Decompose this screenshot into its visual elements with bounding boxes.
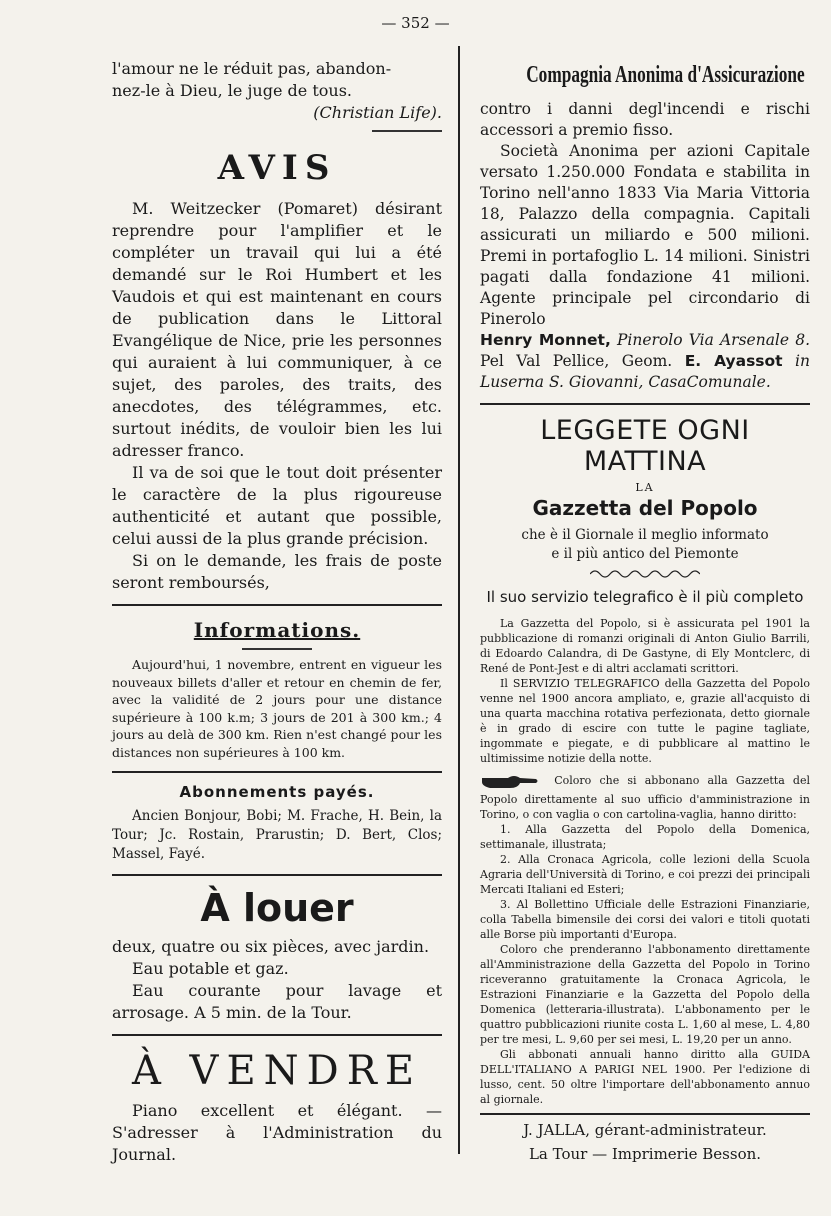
gazzetta-paragraph-5: Gli abbonati annuali hanno diritto alla GUIDA DELL'ITALIANO A PARIGI NEL 1900. Per l'edizione di lusso, cent. 50 oltre l'importare dell'abbonamento annuo al giornale. [480,1048,810,1106]
gazzetta-list-3: 3. Al Bollettino Ufficiale delle Estrazioni Finanziarie, colla Tabella bimensile dei corsi dei valori e titoli quotati alle Borse più importanti d'Europa. [480,898,810,941]
gazzetta-list-2: 2. Alla Cronaca Agricola, colle lezioni della Scuola Agraria dell'Università di Torino, e coi prezzi dei principali Mercati Italiani ed Esteri; [480,853,810,896]
section-rule [112,604,442,606]
gazzetta-paragraph-1: La Gazzetta del Popolo, si è assicurata pel 1901 la pubblicazione di romanzi originali di Anton Giulio Barrili, di Edoardo Calandra, di De Gastyne, di Ely Montclerc, di René de Pont-Jest e di altri acclamati scrittori. [480,617,810,675]
abonnements-title: Abonnements payés. [179,783,375,801]
louer-line-2: Eau potable et gaz. [132,959,289,978]
page-number: — 352 — [381,14,450,32]
avis-title: AVIS [217,148,337,188]
gazzetta-paragraph-2: Il SERVIZIO TELEGRAFICO della Gazzetta del Popolo venne nel 1900 ancora ampliato, e, grazie all'acquisto di una quarta macchina rotativa perfezionata, detto giornale è in grado di escire con tutte le pagine tagliate, ingommate e piegate, e di pubblicare al mattino le ultimissime notizie della notte. [480,677,810,765]
printer-line: La Tour — Imprimerie Besson. [528,1145,762,1163]
la-label: LA [635,481,655,494]
section-rule [112,771,442,773]
informations-title: Informations. [193,618,361,642]
wavy-ornament [590,568,700,580]
company-text-1: contro i danni degl'incendi e rischi accessori a premio fisso. [480,100,810,139]
agent-1: Henry Monnet, [480,331,611,349]
signature: J. JALLA, gérant-administrateur. [523,1121,767,1139]
section-rule [112,874,442,876]
intro-line-2: nez-le à Dieu, le juge de tous. [112,81,352,100]
short-rule [242,648,312,650]
avis-paragraph-2: Il va de soi que le tout doit présenter le caractère de la plus rigoureuse authenticité et autant que possible, celui aussi de la plus grande précision. [112,463,442,548]
company-text-2: Società Anonima per azioni Capitale versato 1.250.000 Fondata e stabilita in Torino nell'anno 1833 Via Maria Vittoria 18, Palazzo della compagnia. Capitali assicurati un miliardo e 500 milioni. Premi in portafoglio L. 14 milioni. Sinistri pagati dalla fondazione 41 milioni. Agente principale pel circondario di Pinerolo [480,142,810,328]
agent-2: E. Ayassot [684,352,783,370]
louer-text: deux, quatre ou six pièces, avec jardin. [112,937,430,956]
gazzetta-subtitle-2: e il più antico del Piemonte [551,546,739,562]
short-rule [372,130,442,132]
informations-text: Aujourd'hui, 1 novembre, entrent en vigueur les nouveaux billets d'aller et retour en chemin de fer, avec la validité de 2 jours pour une distance supérieure à 100 k.m; 3 jours de 201 à 300 km.; 4 jours au delà de 300 km. Rien n'est changé pour les distances non supérieures à 100 km. [112,657,442,760]
intro-source: (Christian Life). [313,103,442,122]
intro-line-1: l'amour ne le réduit pas, abandon- [112,59,392,78]
gazzetta-paragraph-3: Coloro che si abbonano alla Gazzetta del Popolo direttamente al suo ufficio d'amministrazione in Torino, o con vaglia o con cartolina-vaglia, hanno diritto: [480,774,811,821]
gazzetta-title: Gazzetta del Popolo [532,496,758,520]
leggete-heading: LEGGETE OGNI MATTINA [540,415,750,477]
louer-title: À louer [200,886,354,930]
section-rule [480,1113,810,1115]
section-rule [112,1034,442,1036]
pel-text: Pel Val Pellice, Geom. [480,352,673,370]
section-rule [480,403,810,405]
left-column [112,58,442,1166]
gazzetta-subtitle-1: che è il Giornale il meglio informato [521,527,769,543]
company-title: Compagnia Anonima d'Assicurazione [526,62,805,88]
gazzetta-paragraph-4: Coloro che prenderanno l'abbonamento direttamente all'Amministrazione della Gazzetta del Popolo in Torino riceveranno gratuitamente la Cronaca Agricola, le Estrazioni Finanziarie e la Gazzetta del Popolo della Domenica (letteraria-illustrata). L'abbonamento per le quattro pubblicazioni riunite costa L. 1,60 al mese, L. 4,80 per tre mesi, L. 9,60 per sei mesi, L. 19,20 per un anno. [480,943,810,1046]
column-divider [458,46,460,1154]
vendre-text: Piano excellent et élégant. — S'adresser à l'Administration du Journal. [112,1101,442,1164]
avis-paragraph-1: M. Weitzecker (Pomaret) désirant reprendre pour l'amplifier et le compléter un travail qui lui a été demandé sur le Roi Humbert et les Vaudois et qui est maintenant en cours de publication dans le Littoral Evangélique de Nice, prie les personnes qui auraient à lui communiquer, à ce sujet, des paroles, des traits, des anecdotes, des télégrammes, etc. surtout inédits, de vouloir bien les lui adresser franco. [112,199,442,460]
servizio-heading: Il suo servizio telegrafico è il più completo [486,588,804,606]
vendre-title: À VENDRE [131,1048,423,1094]
avis-paragraph-3: Si on le demande, les frais de poste seront remboursés, [112,551,442,592]
right-column [480,58,810,1163]
pointing-hand-icon [480,770,540,792]
agent-1-address: Pinerolo Via Arsenale 8. [617,331,810,349]
louer-line-3: Eau courante pour lavage et arrosage. A 5 min. de la Tour. [112,981,442,1022]
agent-2-address: in Luserna S. Giovanni, CasaComunale. [480,352,810,391]
gazzetta-list-1: 1. Alla Gazzetta del Popolo della Domenica, settimanale, illustrata; [480,823,810,851]
abonnements-text: Ancien Bonjour, Bobi; M. Frache, H. Bein, la Tour; Jc. Rostain, Prarustin; D. Bert, Clos; Massel, Fayé. [112,808,442,862]
